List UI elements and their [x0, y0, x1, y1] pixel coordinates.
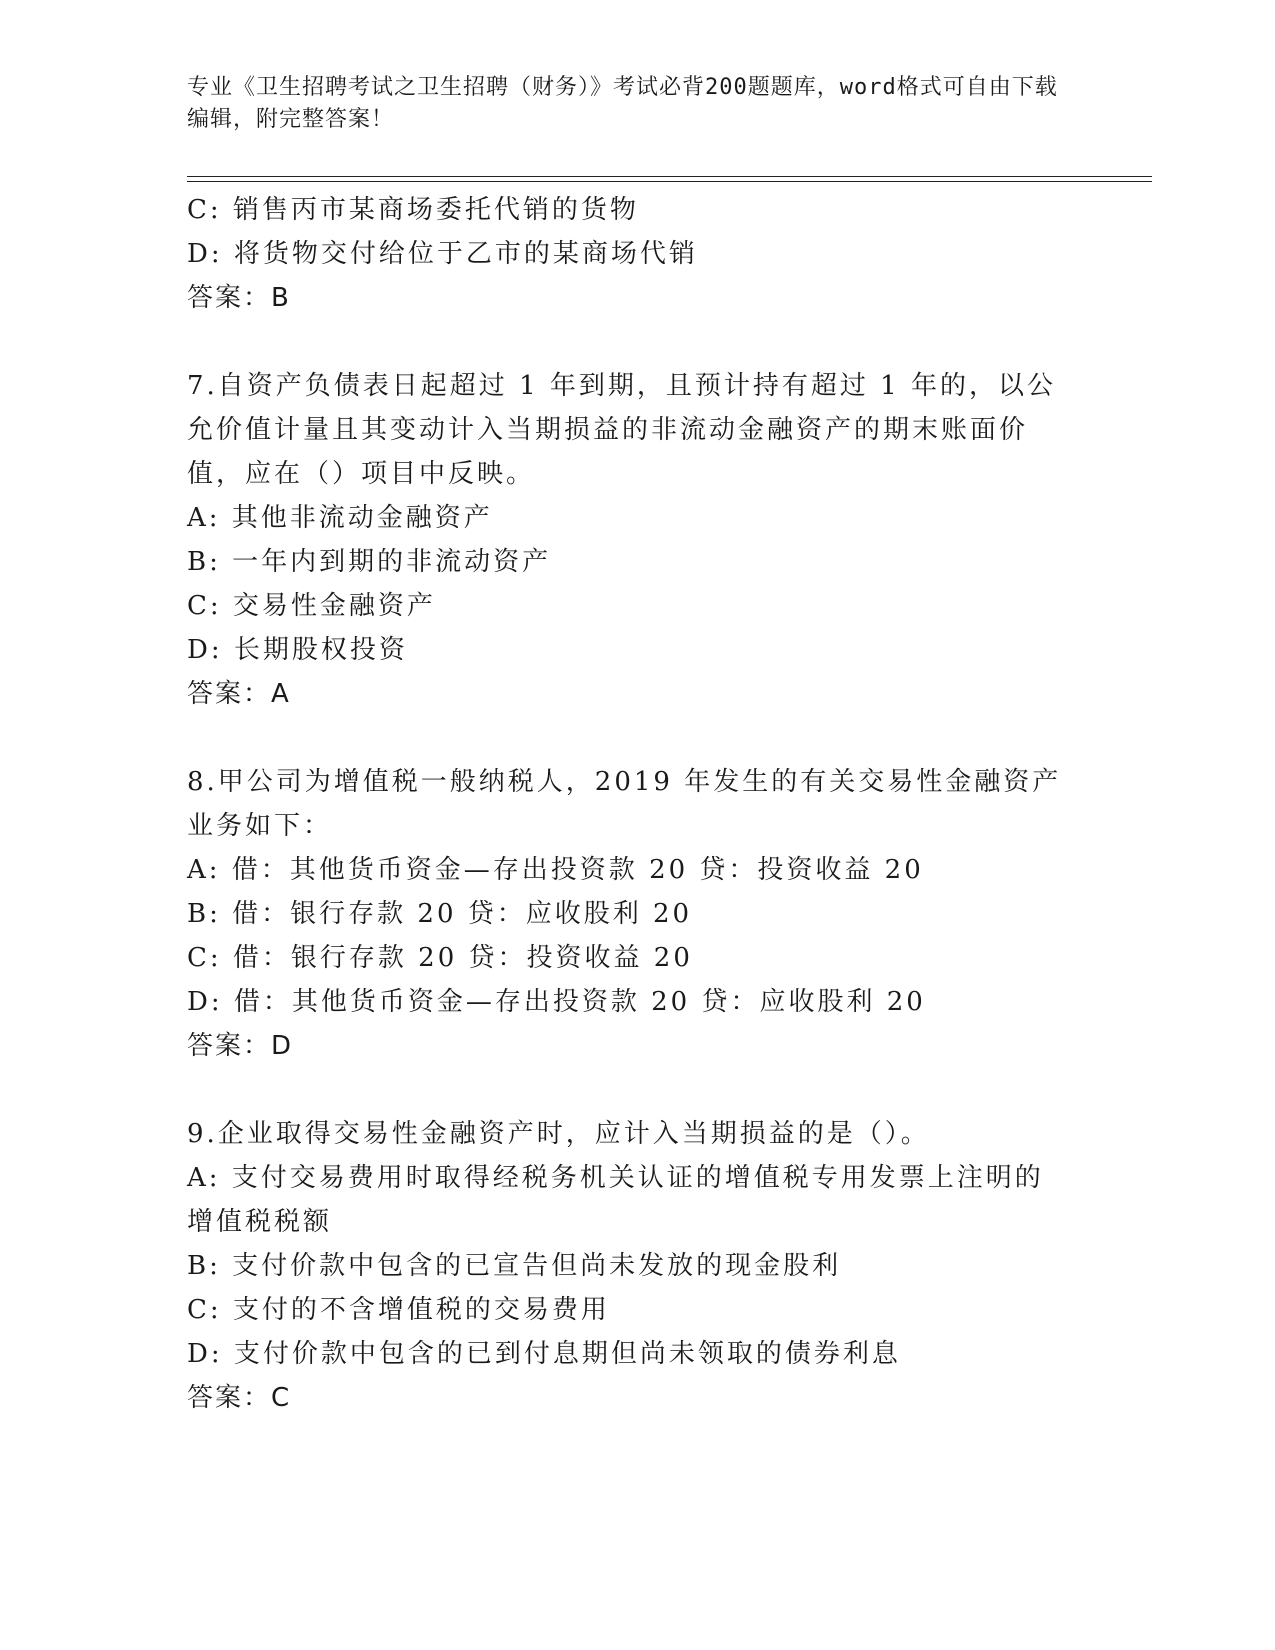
option-a: A: 借：其他货币资金—存出投资款 20 贷：投资收益 20	[187, 855, 924, 885]
question-text: 9.企业取得交易性金融资产时，应计入当期损益的是（）。	[187, 1119, 930, 1149]
option-d: D: 长期股权投资	[187, 635, 408, 665]
option-d: D: 借：其他货币资金—存出投资款 20 贷：应收股利 20	[187, 987, 926, 1017]
option-b: B: 支付价款中包含的已宣告但尚未发放的现金股利	[187, 1251, 842, 1281]
option-c: C: 借：银行存款 20 贷：投资收益 20	[187, 943, 693, 973]
header-divider-bottom	[187, 181, 1152, 182]
spacer	[187, 320, 1087, 364]
question-text: 8.甲公司为增值税一般纳税人，2019 年发生的有关交易性金融资产业务如下：	[187, 767, 1062, 841]
document-header: 专业《卫生招聘考试之卫生招聘（财务）》考试必背200题题库，word格式可自由下载编辑，附完整答案！	[187, 75, 1058, 132]
spacer	[187, 1068, 1087, 1112]
option-c: C: 销售丙市某商场委托代销的货物	[187, 195, 639, 225]
option-c: C: 支付的不含增值税的交易费用	[187, 1295, 610, 1325]
question-block	[187, 1112, 1087, 1420]
question-block	[187, 364, 1087, 716]
spacer	[187, 716, 1087, 760]
answer-line: 答案：C	[187, 1383, 292, 1413]
answer-line: 答案：D	[187, 1031, 294, 1061]
answer-line: 答案：A	[187, 679, 291, 709]
option-a: A: 其他非流动金融资产	[187, 503, 493, 533]
option-b: B: 一年内到期的非流动资产	[187, 547, 552, 577]
question-text: 7.自资产负债表日起超过 1 年到期，且预计持有超过 1 年的，以公允价值计量且其变动计入当期损益的非流动金融资产的期末账面价值，应在（）项目中反映。	[187, 371, 1056, 489]
question-continued	[187, 188, 1087, 320]
question-list	[187, 188, 1087, 1420]
question-block	[187, 760, 1087, 1068]
option-a: A: 支付交易费用时取得经税务机关认证的增值税专用发票上注明的增值税税额	[187, 1163, 1044, 1237]
option-b: B: 借：银行存款 20 贷：应收股利 20	[187, 899, 693, 929]
option-c: C: 交易性金融资产	[187, 591, 436, 621]
option-d: D: 支付价款中包含的已到付息期但尚未领取的债券利息	[187, 1339, 901, 1369]
answer-line: 答案：B	[187, 283, 291, 313]
option-d: D: 将货物交付给位于乙市的某商场代销	[187, 239, 698, 269]
header-divider-top	[187, 176, 1152, 177]
